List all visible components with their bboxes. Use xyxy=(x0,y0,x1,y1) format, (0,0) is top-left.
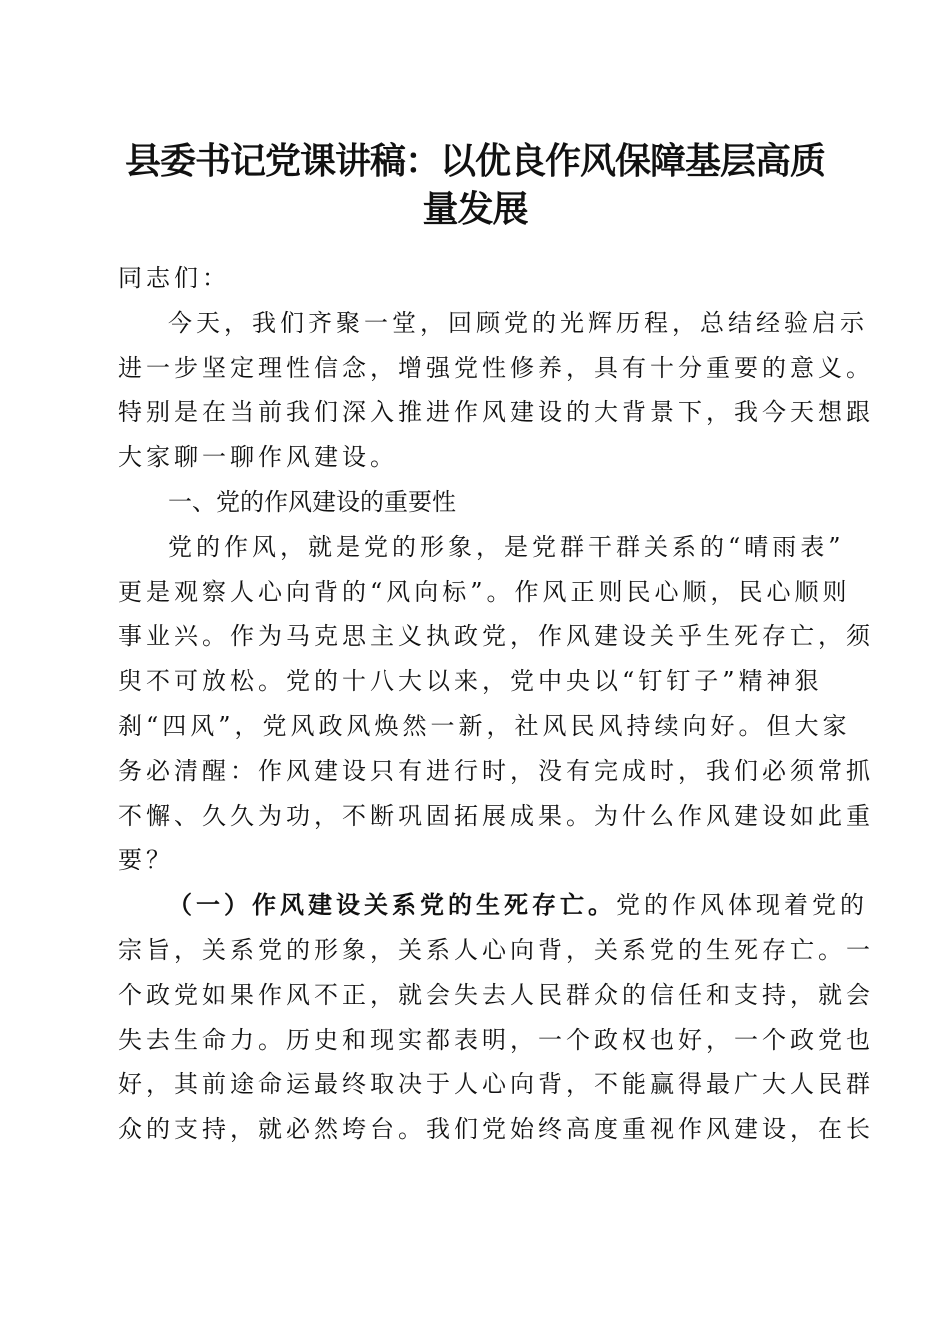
paragraph-line: 更是观察人心向背的“风向标”。作风正则民心顺，民心顺则 xyxy=(118,577,851,606)
document-title xyxy=(100,137,850,233)
paragraph-line: 宗旨，关系党的形象，关系人心向背，关系党的生死存亡。一 xyxy=(118,935,874,964)
subsection-first-line xyxy=(118,883,868,928)
title-line-2: 量发展 xyxy=(422,188,528,230)
paragraph-line: 刹“四风”，党风政风焕然一新，社风民风持续向好。但大家 xyxy=(118,711,851,740)
paragraph-line: 好，其前途命运最终取决于人心向背，不能赢得最广大人民群 xyxy=(118,1070,874,1099)
paragraph-line: 进一步坚定理性信念，增强党性修养，具有十分重要的意义。 xyxy=(118,353,874,382)
paragraph-line: 事业兴。作为马克思主义执政党，作风建设关乎生死存亡，须 xyxy=(118,622,874,651)
paragraph-line: 务必清醒：作风建设只有进行时，没有完成时，我们必须常抓 xyxy=(118,756,874,785)
salutation: 同志们： xyxy=(118,264,230,292)
subsection-text: 党的作风体现着党的 xyxy=(616,891,868,920)
section-heading: 一、党的作风建设的重要性 xyxy=(168,487,456,516)
paragraph-line: 大家聊一聊作风建设。 xyxy=(118,443,398,472)
paragraph-line: 臾不可放松。党的十八大以来，党中央以“钉钉子”精神狠 xyxy=(118,667,823,696)
subsection-label: （一）作风建设关系党的生死存亡。 xyxy=(168,890,616,920)
paragraph-line: 今天，我们齐聚一堂，回顾党的光辉历程，总结经验启示 xyxy=(168,308,868,337)
paragraph-line: 不懈、久久为功，不断巩固拓展成果。为什么作风建设如此重 xyxy=(118,801,874,830)
paragraph-line: 失去生命力。历史和现实都表明，一个政权也好，一个政党也 xyxy=(118,1025,874,1054)
paragraph-line: 个政党如果作风不正，就会失去人民群众的信任和支持，就会 xyxy=(118,980,874,1009)
paragraph-line: 党的作风，就是党的形象，是党群干群关系的“晴雨表” xyxy=(168,532,845,561)
paragraph-line: 众的支持，就必然垮台。我们党始终高度重视作风建设，在长 xyxy=(118,1115,874,1144)
paragraph-line: 要？ xyxy=(118,846,174,875)
title-line-1: 县委书记党课讲稿：以优良作风保障基层高质 xyxy=(124,140,825,182)
document-body xyxy=(118,256,874,1152)
paragraph-line: 特别是在当前我们深入推进作风建设的大背景下，我今天想跟 xyxy=(118,398,874,427)
